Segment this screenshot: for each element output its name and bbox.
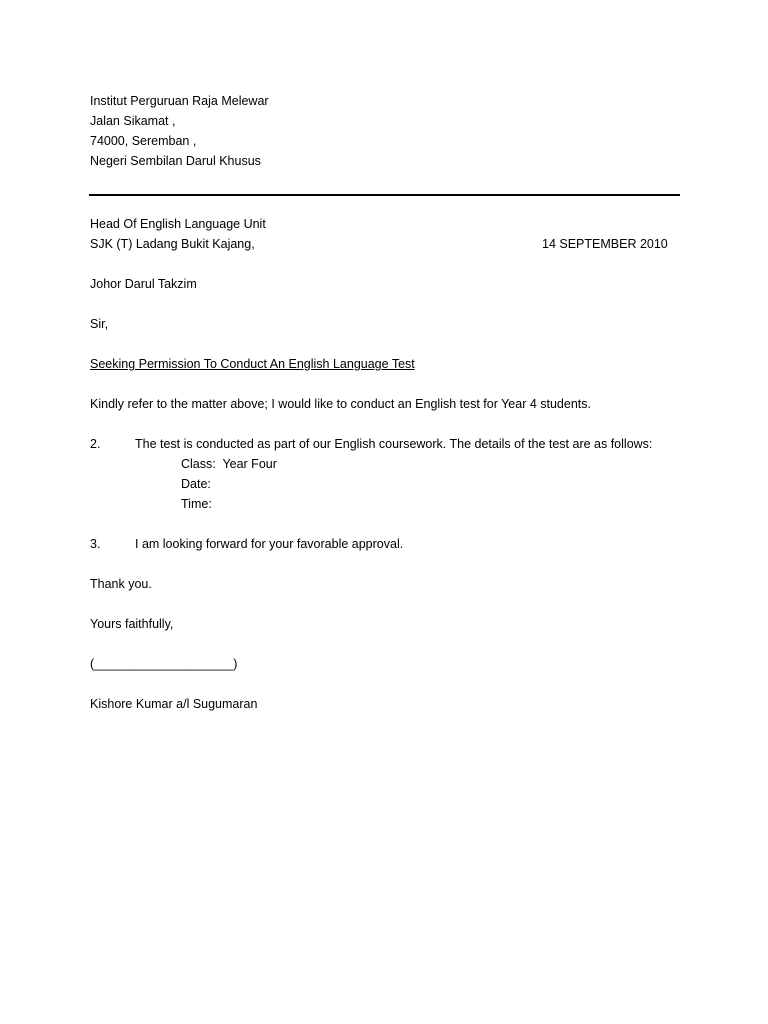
detail-date: Date:	[181, 477, 211, 491]
detail-class: Class: Year Four	[181, 457, 277, 471]
sender-city: 74000, Seremban ,	[90, 134, 197, 148]
item-3-number: 3.	[90, 537, 101, 551]
closing-signoff: Yours faithfully,	[90, 617, 174, 631]
recipient-state: Johor Darul Takzim	[90, 277, 197, 291]
sender-state: Negeri Sembilan Darul Khusus	[90, 154, 261, 168]
header-divider	[89, 194, 680, 196]
item-2-text: The test is conducted as part of our English coursework. The details of the test are as follows:	[135, 437, 653, 451]
closing-thanks: Thank you.	[90, 577, 152, 591]
recipient-title: Head Of English Language Unit	[90, 217, 266, 231]
signer-name: Kishore Kumar a/l Sugumaran	[90, 697, 258, 711]
recipient-school: SJK (T) Ladang Bukit Kajang,	[90, 237, 255, 251]
item-2-number: 2.	[90, 437, 101, 451]
signature-line: (____________________)	[90, 657, 238, 671]
sender-name: Institut Perguruan Raja Melewar	[90, 94, 269, 108]
body-intro: Kindly refer to the matter above; I would like to conduct an English test for Year 4 students.	[90, 397, 591, 411]
salutation: Sir,	[90, 317, 109, 331]
item-3-text: I am looking forward for your favorable approval.	[135, 537, 404, 551]
letter-subject: Seeking Permission To Conduct An English Language Test	[90, 357, 415, 371]
detail-time: Time:	[181, 497, 212, 511]
letter-date: 14 SEPTEMBER 2010	[542, 237, 668, 251]
sender-street: Jalan Sikamat ,	[90, 114, 176, 128]
